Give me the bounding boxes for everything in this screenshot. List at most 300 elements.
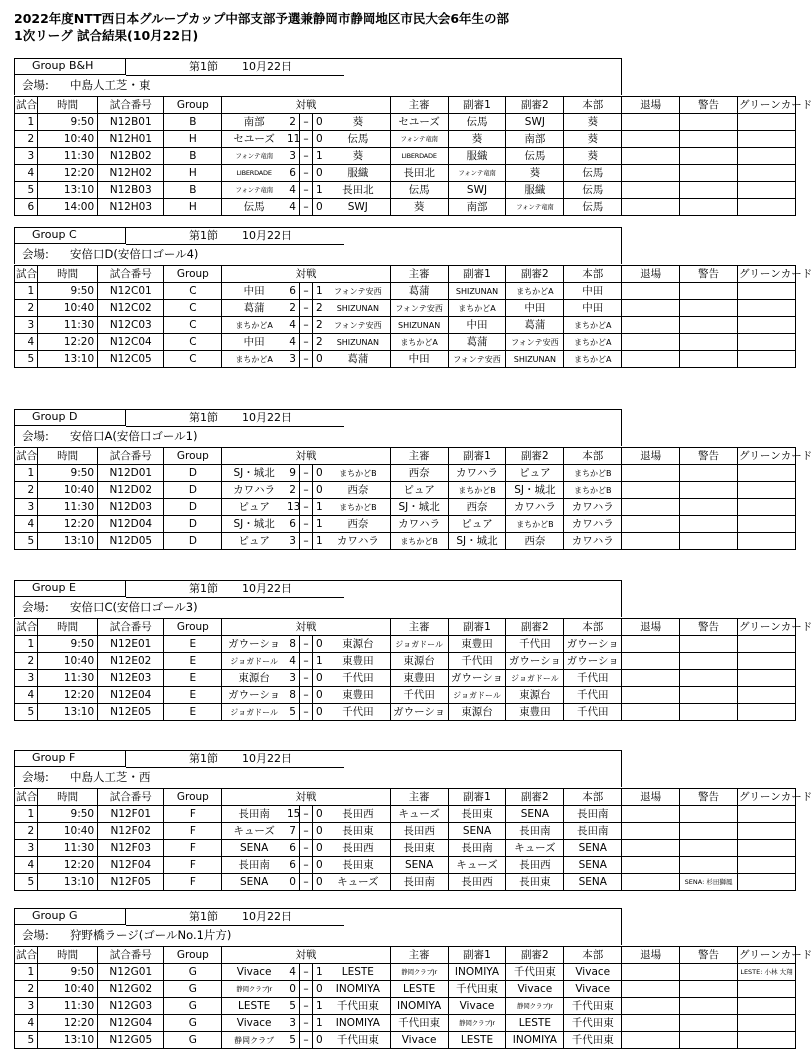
headquarters: Vivace [564, 964, 622, 981]
referee: 中田 [390, 351, 448, 368]
headquarters: ガウーショ [564, 653, 622, 670]
assistant-referee-1: まちかどA [448, 300, 506, 317]
green-card-cell [737, 516, 795, 533]
home-score: 0 [286, 874, 300, 891]
referee: ガウーショ [390, 704, 448, 721]
referee: 長田西 [390, 823, 448, 840]
table-row [15, 199, 796, 216]
match-group: F [164, 874, 222, 891]
headquarters: カワハラ [564, 516, 622, 533]
green-card-cell [737, 351, 795, 368]
match-code: N12H01 [98, 131, 164, 148]
match-no: 1 [15, 114, 38, 131]
match-time: 12:20 [38, 516, 98, 533]
header-warning: 警告 [680, 266, 738, 283]
green-card-cell [737, 857, 795, 874]
assistant-referee-2: 葵 [506, 165, 564, 182]
assistant-referee-2: 西奈 [506, 533, 564, 550]
headquarters: 千代田 [564, 687, 622, 704]
match-group: G [164, 998, 222, 1015]
header-hq: 本部 [564, 448, 622, 465]
home-team: ピュア [222, 499, 286, 516]
table-row [15, 351, 796, 368]
exit-cell [622, 465, 680, 482]
warning-cell [680, 1032, 738, 1049]
match-code: N12B03 [98, 182, 164, 199]
exit-cell [622, 482, 680, 499]
home-team: フォンテ竜南 [222, 148, 286, 165]
away-score: 1 [312, 148, 326, 165]
warning-cell [680, 516, 738, 533]
home-score: 13 [286, 499, 300, 516]
home-score: 15 [286, 806, 300, 823]
group-section: 第1節 [189, 752, 218, 765]
score-dash: – [300, 636, 313, 653]
match-code: N12E01 [98, 636, 164, 653]
header-asst2: 副審2 [506, 448, 564, 465]
green-card-cell [737, 840, 795, 857]
green-card-cell [737, 114, 795, 131]
referee: キューズ [390, 806, 448, 823]
warning-cell [680, 465, 738, 482]
assistant-referee-2: 長田東 [506, 874, 564, 891]
title-line-2: 1次リーグ 試合結果(10月22日) [14, 28, 199, 43]
assistant-referee-2: ピュア [506, 465, 564, 482]
exit-cell [622, 131, 680, 148]
score-dash: – [300, 704, 313, 721]
green-card-cell [737, 499, 795, 516]
away-score: 0 [312, 131, 326, 148]
score-dash: – [300, 317, 313, 334]
home-score: 11 [286, 131, 300, 148]
warning-cell [680, 300, 738, 317]
match-time: 11:30 [38, 317, 98, 334]
group-name: Group B&H [14, 58, 126, 75]
away-score: 0 [312, 465, 326, 482]
group-date: 10月22日 [242, 411, 292, 424]
exit-cell [622, 687, 680, 704]
table-row [15, 704, 796, 721]
match-no: 3 [15, 840, 38, 857]
header-asst2: 副審2 [506, 947, 564, 964]
header-time: 時間 [38, 266, 98, 283]
exit-cell [622, 653, 680, 670]
header-asst1: 副審1 [448, 448, 506, 465]
match-group: E [164, 636, 222, 653]
home-score: 2 [286, 482, 300, 499]
table-header-row [15, 97, 796, 114]
warning-cell [680, 636, 738, 653]
header-hq: 本部 [564, 97, 622, 114]
away-team: 服織 [326, 165, 390, 182]
group-block [14, 227, 812, 368]
header-referee: 主審 [390, 947, 448, 964]
exit-cell [622, 998, 680, 1015]
table-row [15, 317, 796, 334]
match-code: N12F04 [98, 857, 164, 874]
score-dash: – [300, 499, 313, 516]
away-team: まちかどB [326, 465, 390, 482]
home-score: 0 [286, 981, 300, 998]
assistant-referee-1: フォンテ安西 [448, 351, 506, 368]
home-team: Vivace [222, 964, 286, 981]
headquarters: 葵 [564, 114, 622, 131]
away-team: SWJ [326, 199, 390, 216]
match-group: H [164, 165, 222, 182]
warning-cell [680, 823, 738, 840]
warning-cell [680, 533, 738, 550]
referee: 長田東 [390, 840, 448, 857]
match-group: D [164, 499, 222, 516]
home-team: ピュア [222, 533, 286, 550]
referee: LIBERDADE [390, 148, 448, 165]
match-code: N12D05 [98, 533, 164, 550]
match-time: 11:30 [38, 499, 98, 516]
away-score: 1 [312, 283, 326, 300]
table-header-row [15, 619, 796, 636]
header-group: Group [164, 97, 222, 114]
match-group: H [164, 131, 222, 148]
score-dash: – [300, 1032, 313, 1049]
away-score: 0 [312, 114, 326, 131]
header-vs: 対戦 [222, 619, 390, 636]
green-card-cell [737, 981, 795, 998]
table-row [15, 823, 796, 840]
away-team: 伝馬 [326, 131, 390, 148]
table-row [15, 840, 796, 857]
score-dash: – [300, 131, 313, 148]
away-score: 0 [312, 704, 326, 721]
assistant-referee-1: 中田 [448, 317, 506, 334]
header-code: 試合番号 [98, 619, 164, 636]
match-group: F [164, 823, 222, 840]
assistant-referee-1: SWJ [448, 182, 506, 199]
table-header-row [15, 789, 796, 806]
assistant-referee-2: LESTE [506, 1015, 564, 1032]
green-card-cell [737, 182, 795, 199]
match-code: N12G01 [98, 964, 164, 981]
assistant-referee-2: 中田 [506, 300, 564, 317]
match-code: N12C05 [98, 351, 164, 368]
away-team: SHIZUNAN [326, 334, 390, 351]
assistant-referee-1: 長田東 [448, 806, 506, 823]
assistant-referee-1: 服織 [448, 148, 506, 165]
table-row [15, 981, 796, 998]
header-group: Group [164, 448, 222, 465]
warning-cell [680, 482, 738, 499]
document-title [14, 10, 509, 44]
header-vs: 対戦 [222, 448, 390, 465]
match-code: N12G02 [98, 981, 164, 998]
referee: 西奈 [390, 465, 448, 482]
assistant-referee-1: ピュア [448, 516, 506, 533]
warning-cell [680, 499, 738, 516]
match-no: 2 [15, 300, 38, 317]
venue-label: 会場: [22, 600, 49, 614]
assistant-referee-2: 伝馬 [506, 148, 564, 165]
match-code: N12F02 [98, 823, 164, 840]
match-time: 10:40 [38, 131, 98, 148]
match-group: F [164, 857, 222, 874]
away-team: 西奈 [326, 516, 390, 533]
warning-cell [680, 670, 738, 687]
assistant-referee-2: 東豊田 [506, 704, 564, 721]
header-code: 試合番号 [98, 266, 164, 283]
venue-label: 会場: [22, 429, 49, 443]
home-team: 長田南 [222, 857, 286, 874]
green-card-cell [737, 687, 795, 704]
referee: 千代田 [390, 687, 448, 704]
table-row [15, 1015, 796, 1032]
match-time: 9:50 [38, 114, 98, 131]
match-time: 12:20 [38, 687, 98, 704]
match-group: H [164, 199, 222, 216]
header-green: グリーンカード [737, 789, 795, 806]
assistant-referee-1: 西奈 [448, 499, 506, 516]
table-row [15, 857, 796, 874]
exit-cell [622, 981, 680, 998]
table-row [15, 636, 796, 653]
warning-cell [680, 1015, 738, 1032]
table-row [15, 874, 796, 891]
group-block [14, 908, 812, 1049]
match-code: N12E05 [98, 704, 164, 721]
warning-cell [680, 806, 738, 823]
headquarters: 葵 [564, 148, 622, 165]
headquarters: まちかどB [564, 465, 622, 482]
assistant-referee-2: SJ・城北 [506, 482, 564, 499]
venue-name: 中島人工芝・西 [70, 770, 151, 784]
match-no: 1 [15, 465, 38, 482]
away-team: 長田西 [326, 840, 390, 857]
match-code: N12E04 [98, 687, 164, 704]
away-score: 0 [312, 806, 326, 823]
away-team: まちかどB [326, 499, 390, 516]
header-green: グリーンカード [737, 619, 795, 636]
home-team: カワハラ [222, 482, 286, 499]
title-line-1: 2022年度NTT西日本グループカップ中部支部予選兼静岡市静岡地区市民大会6年生の部 [14, 11, 510, 26]
match-no: 5 [15, 1032, 38, 1049]
headquarters: 千代田東 [564, 1015, 622, 1032]
headquarters: まちかどA [564, 317, 622, 334]
referee: 長田北 [390, 165, 448, 182]
match-no: 2 [15, 131, 38, 148]
assistant-referee-1: 東源台 [448, 704, 506, 721]
table-header-row [15, 947, 796, 964]
score-dash: – [300, 1015, 313, 1032]
assistant-referee-1: まちかどB [448, 482, 506, 499]
warning-cell [680, 981, 738, 998]
home-team: ジョガドール [222, 653, 286, 670]
match-group: E [164, 687, 222, 704]
assistant-referee-1: ガウーショ [448, 670, 506, 687]
home-team: Vivace [222, 1015, 286, 1032]
warning-cell [680, 653, 738, 670]
exit-cell [622, 1032, 680, 1049]
home-score: 3 [286, 351, 300, 368]
match-code: N12E03 [98, 670, 164, 687]
match-code: N12F03 [98, 840, 164, 857]
results-table [14, 618, 812, 721]
headquarters: 伝馬 [564, 165, 622, 182]
header-vs: 対戦 [222, 789, 390, 806]
assistant-referee-2: 静岡クラブJr [506, 998, 564, 1015]
header-divider [126, 767, 344, 768]
match-time: 12:20 [38, 1015, 98, 1032]
table-row [15, 533, 796, 550]
headquarters: カワハラ [564, 499, 622, 516]
group-name: Group C [14, 227, 126, 244]
match-time: 11:30 [38, 840, 98, 857]
match-no: 6 [15, 199, 38, 216]
group-header [14, 409, 796, 447]
assistant-referee-2: ジョガドール [506, 670, 564, 687]
table-row [15, 482, 796, 499]
referee: まちかどA [390, 334, 448, 351]
home-score: 2 [286, 114, 300, 131]
away-score: 0 [312, 857, 326, 874]
assistant-referee-1: 東豊田 [448, 636, 506, 653]
match-group: E [164, 653, 222, 670]
warning-cell [680, 704, 738, 721]
match-code: N12H03 [98, 199, 164, 216]
table-row [15, 465, 796, 482]
header-green: グリーンカード [737, 947, 795, 964]
home-team: 中田 [222, 283, 286, 300]
green-card-cell [737, 874, 795, 891]
match-no: 5 [15, 704, 38, 721]
home-team: SENA [222, 874, 286, 891]
referee: 東源台 [390, 653, 448, 670]
home-team: まちかどA [222, 351, 286, 368]
assistant-referee-2: フォンテ竜南 [506, 199, 564, 216]
header-referee: 主審 [390, 97, 448, 114]
home-score: 6 [286, 840, 300, 857]
group-section: 第1節 [189, 60, 218, 73]
results-table [14, 96, 812, 216]
results-table [14, 946, 812, 1049]
referee: カワハラ [390, 516, 448, 533]
away-team: 千代田東 [326, 1032, 390, 1049]
match-time: 9:50 [38, 283, 98, 300]
match-group: G [164, 964, 222, 981]
home-score: 3 [286, 1015, 300, 1032]
score-dash: – [300, 857, 313, 874]
exit-cell [622, 182, 680, 199]
match-no: 5 [15, 351, 38, 368]
green-card-cell [737, 465, 795, 482]
match-group: D [164, 482, 222, 499]
match-no: 4 [15, 516, 38, 533]
headquarters: 中田 [564, 300, 622, 317]
exit-cell [622, 964, 680, 981]
header-asst1: 副審1 [448, 947, 506, 964]
header-hq: 本部 [564, 619, 622, 636]
assistant-referee-1: 静岡クラブJr [448, 1015, 506, 1032]
header-warning: 警告 [680, 947, 738, 964]
header-exit: 退場 [622, 448, 680, 465]
score-dash: – [300, 981, 313, 998]
referee: 東豊田 [390, 670, 448, 687]
header-hq: 本部 [564, 266, 622, 283]
warning-cell [680, 351, 738, 368]
headquarters: 千代田 [564, 704, 622, 721]
home-team: ジョガドール [222, 704, 286, 721]
match-time: 12:20 [38, 857, 98, 874]
assistant-referee-2: 長田西 [506, 857, 564, 874]
home-score: 4 [286, 334, 300, 351]
home-team: ガウーショ [222, 687, 286, 704]
home-team: SENA [222, 840, 286, 857]
group-header [14, 227, 796, 265]
home-score: 3 [286, 533, 300, 550]
score-dash: – [300, 653, 313, 670]
score-dash: – [300, 465, 313, 482]
match-code: N12C03 [98, 317, 164, 334]
score-dash: – [300, 533, 313, 550]
referee: 葛蒲 [390, 283, 448, 300]
match-no: 3 [15, 317, 38, 334]
headquarters: 長田南 [564, 823, 622, 840]
exit-cell [622, 516, 680, 533]
table-row [15, 670, 796, 687]
referee: SENA [390, 857, 448, 874]
assistant-referee-2: カワハラ [506, 499, 564, 516]
headquarters: 伝馬 [564, 182, 622, 199]
header-referee: 主審 [390, 619, 448, 636]
exit-cell [622, 840, 680, 857]
green-card-cell [737, 165, 795, 182]
home-score: 3 [286, 670, 300, 687]
away-team: 葵 [326, 114, 390, 131]
assistant-referee-2: INOMIYA [506, 1032, 564, 1049]
headquarters: SENA [564, 857, 622, 874]
header-group: Group [164, 789, 222, 806]
green-card-cell [737, 636, 795, 653]
green-card-cell [737, 806, 795, 823]
away-score: 0 [312, 670, 326, 687]
table-header-row [15, 266, 796, 283]
headquarters: 葵 [564, 131, 622, 148]
match-no: 4 [15, 1015, 38, 1032]
assistant-referee-2: フォンテ安西 [506, 334, 564, 351]
assistant-referee-1: 長田西 [448, 874, 506, 891]
header-referee: 主審 [390, 266, 448, 283]
match-time: 13:10 [38, 182, 98, 199]
header-vs: 対戦 [222, 97, 390, 114]
header-asst1: 副審1 [448, 619, 506, 636]
away-team: 千代田 [326, 704, 390, 721]
group-section: 第1節 [189, 910, 218, 923]
group-block [14, 409, 812, 550]
referee: フォンテ安西 [390, 300, 448, 317]
group-header [14, 908, 796, 946]
warning-cell [680, 317, 738, 334]
away-score: 1 [312, 998, 326, 1015]
home-score: 9 [286, 465, 300, 482]
match-no: 3 [15, 148, 38, 165]
match-no: 5 [15, 182, 38, 199]
home-score: 5 [286, 998, 300, 1015]
score-dash: – [300, 806, 313, 823]
venue-name: 安倍口D(安倍口ゴール4) [70, 247, 199, 261]
match-time: 10:40 [38, 482, 98, 499]
match-time: 13:10 [38, 704, 98, 721]
away-team: カワハラ [326, 533, 390, 550]
referee: 千代田東 [390, 1015, 448, 1032]
header-warning: 警告 [680, 789, 738, 806]
match-no: 2 [15, 981, 38, 998]
